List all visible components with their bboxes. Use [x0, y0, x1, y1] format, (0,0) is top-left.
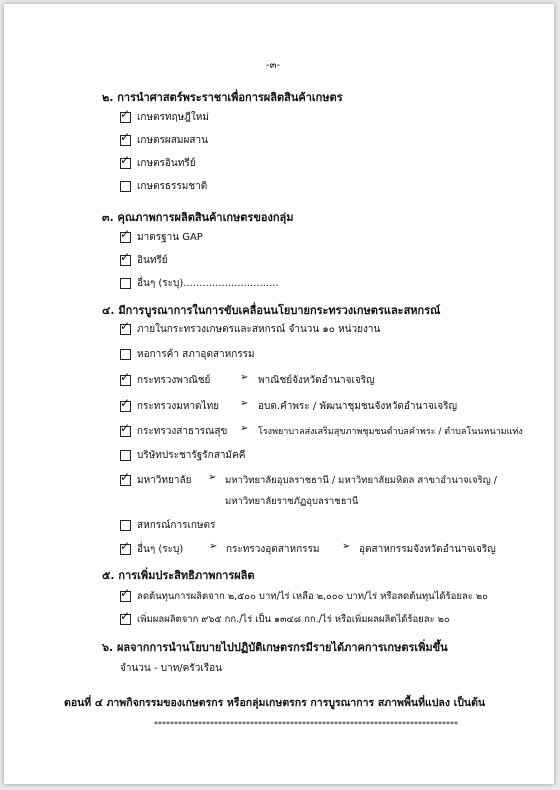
s4-item-label: กระทรวงพาณิชย์ — [137, 375, 211, 386]
section-5-title: ๕. การเพิ่มประสิทธิภาพการผลิต — [102, 569, 255, 582]
checkbox-checked[interactable] — [120, 130, 131, 146]
s5-item-label: ลดต้นทุนการผลิตจาก ๒,๕๐๐ บาท/ไร่ เหลือ ๒,๐๐๐ บาท/ไร่ หรือลดต้นทุนได้ร้อยละ ๒๐ — [137, 591, 488, 602]
page-number: -๓- — [266, 60, 281, 71]
divider-stars: **************************************************************************** — [154, 720, 458, 729]
checkbox-checked[interactable] — [120, 396, 131, 412]
s4-item-label: มหาวิทยาลัย — [137, 475, 192, 486]
section-4-title: ๔. มีการบูรณาการในการขับเคลื่อนนโยบายกระทรวงเกษตรและสหกรณ์ — [102, 304, 441, 317]
s2-item-label: เกษตรผสมผสาน — [137, 135, 208, 146]
s5-item-label: เพิ่มผลผลิตจาก ๙๖๕ กก./ไร่ เป็น ๑๓๔๘ กก./ไร่ หรือเพิ่มผลผลิตได้ร้อยละ ๒๐ — [137, 614, 450, 625]
s4-item-label: กระทรวงสาธารณสุข — [137, 426, 228, 437]
s4-item-label: สหกรณ์การเกษตร — [137, 520, 216, 531]
s4-item-detail-2: อุตสาหกรรมจังหวัดอำนาจเจริญ — [359, 544, 496, 555]
s3-item-label: มาตรฐาน GAP — [137, 232, 203, 243]
check-mark-icon: ✓ — [120, 539, 131, 553]
check-mark-icon: ✓ — [120, 470, 131, 484]
checkbox-unchecked[interactable] — [120, 181, 131, 192]
s4-item-detail: อบต.คำพระ / พัฒนาชุมชนจังหวัดอำนาจเจริญ — [258, 401, 458, 412]
arrow-right-icon: ➢ — [240, 372, 249, 383]
section-6-title: ๖. ผลจากการนำนโยบายไปปฏิบัติเกษตรกรมีรายได้ภาคการเกษตรเพิ่มขึ้น — [102, 641, 448, 654]
s4-item-detail: มหาวิทยาลัยอุบลราชธานี / มหาวิทยาลัยมหิดล สาขาอำนาจเจริญ / — [225, 475, 497, 486]
s4-item-label: ภายในกระทรวงเกษตรและสหกรณ์ จำนวน ๑๐ หน่วยงาน — [137, 324, 381, 335]
s4-item-label: บริษัทประชารัฐรักสามัคคี — [137, 450, 246, 461]
checkbox-checked[interactable] — [120, 539, 131, 555]
s4-item-label: หอการค้า สภาอุตสาหกรรม — [137, 349, 255, 360]
arrow-right-icon: ➢ — [240, 423, 249, 434]
check-mark-icon: ✓ — [120, 153, 131, 167]
s2-item-label: เกษตรทฤษฎีใหม่ — [137, 112, 209, 123]
part-4-title: ตอนที่ ๔ ภาพกิจกรรมของเกษตรกร หรือกลุ่มเกษตรกร การบูรณาการ สภาพพื้นที่แปลง เป็นต้น — [64, 697, 486, 709]
checkbox-checked[interactable] — [120, 586, 131, 602]
document-page — [4, 4, 554, 784]
check-mark-icon: ✓ — [120, 319, 131, 333]
checkbox-checked[interactable] — [120, 153, 131, 169]
check-mark-icon: ✓ — [120, 250, 131, 264]
check-mark-icon: ✓ — [120, 609, 131, 623]
checkbox-checked[interactable] — [120, 609, 131, 625]
s4-item-label: อื่นๆ (ระบุ) — [137, 544, 184, 555]
s6-amount: จำนวน - บาท/ครัวเรือน — [120, 663, 222, 674]
checkbox-checked[interactable] — [120, 319, 131, 335]
s4-item-detail-line2: มหาวิทยาลัยราชภัฏอุบลราชธานี — [225, 496, 359, 507]
section-2-title: ๒. การนำศาสตร์พระราชาเพื่อการผลิตสินค้าเกษตร — [102, 91, 343, 104]
s4-item-detail: โรงพยาบาลส่งเสริมสุขภาพชุมชนตำบลคำพระ / ตำบลโนนหนามแท่ง — [258, 427, 523, 437]
check-mark-icon: ✓ — [120, 586, 131, 600]
checkbox-unchecked[interactable] — [120, 520, 131, 531]
s4-item-detail: พาณิชย์จังหวัดอำนาจเจริญ — [258, 375, 375, 386]
s4-item-label: กระทรวงมหาดไทย — [137, 401, 220, 412]
check-mark-icon: ✓ — [120, 370, 131, 384]
s4-item-detail: กระทรวงอุตสาหกรรม — [226, 544, 320, 555]
check-mark-icon: ✓ — [120, 396, 131, 410]
s2-item-label: เกษตรธรรมชาติ — [137, 181, 208, 192]
arrow-right-icon: ➢ — [342, 541, 351, 552]
arrow-right-icon: ➢ — [240, 398, 249, 409]
arrow-right-icon: ➢ — [209, 541, 218, 552]
check-mark-icon: ✓ — [120, 227, 131, 241]
checkbox-unchecked[interactable] — [120, 349, 131, 360]
checkbox-unchecked[interactable] — [120, 450, 131, 461]
s3-item-label: อินทรีย์ — [137, 255, 168, 266]
checkbox-unchecked[interactable] — [120, 278, 131, 289]
checkbox-checked[interactable] — [120, 421, 131, 437]
checkbox-checked[interactable] — [120, 250, 131, 266]
check-mark-icon: ✓ — [120, 130, 131, 144]
checkbox-checked[interactable] — [120, 370, 131, 386]
checkbox-checked[interactable] — [120, 227, 131, 243]
check-mark-icon: ✓ — [120, 107, 131, 121]
s3-item-label: อื่นๆ (ระบุ).............................. — [137, 278, 279, 289]
checkbox-checked[interactable] — [120, 107, 131, 123]
arrow-right-icon: ➢ — [208, 472, 217, 483]
s2-item-label: เกษตรอินทรีย์ — [137, 158, 196, 169]
check-mark-icon: ✓ — [120, 421, 131, 435]
checkbox-checked[interactable] — [120, 470, 131, 486]
section-3-title: ๓. คุณภาพการผลิตสินค้าเกษตรของกลุ่ม — [102, 211, 294, 224]
